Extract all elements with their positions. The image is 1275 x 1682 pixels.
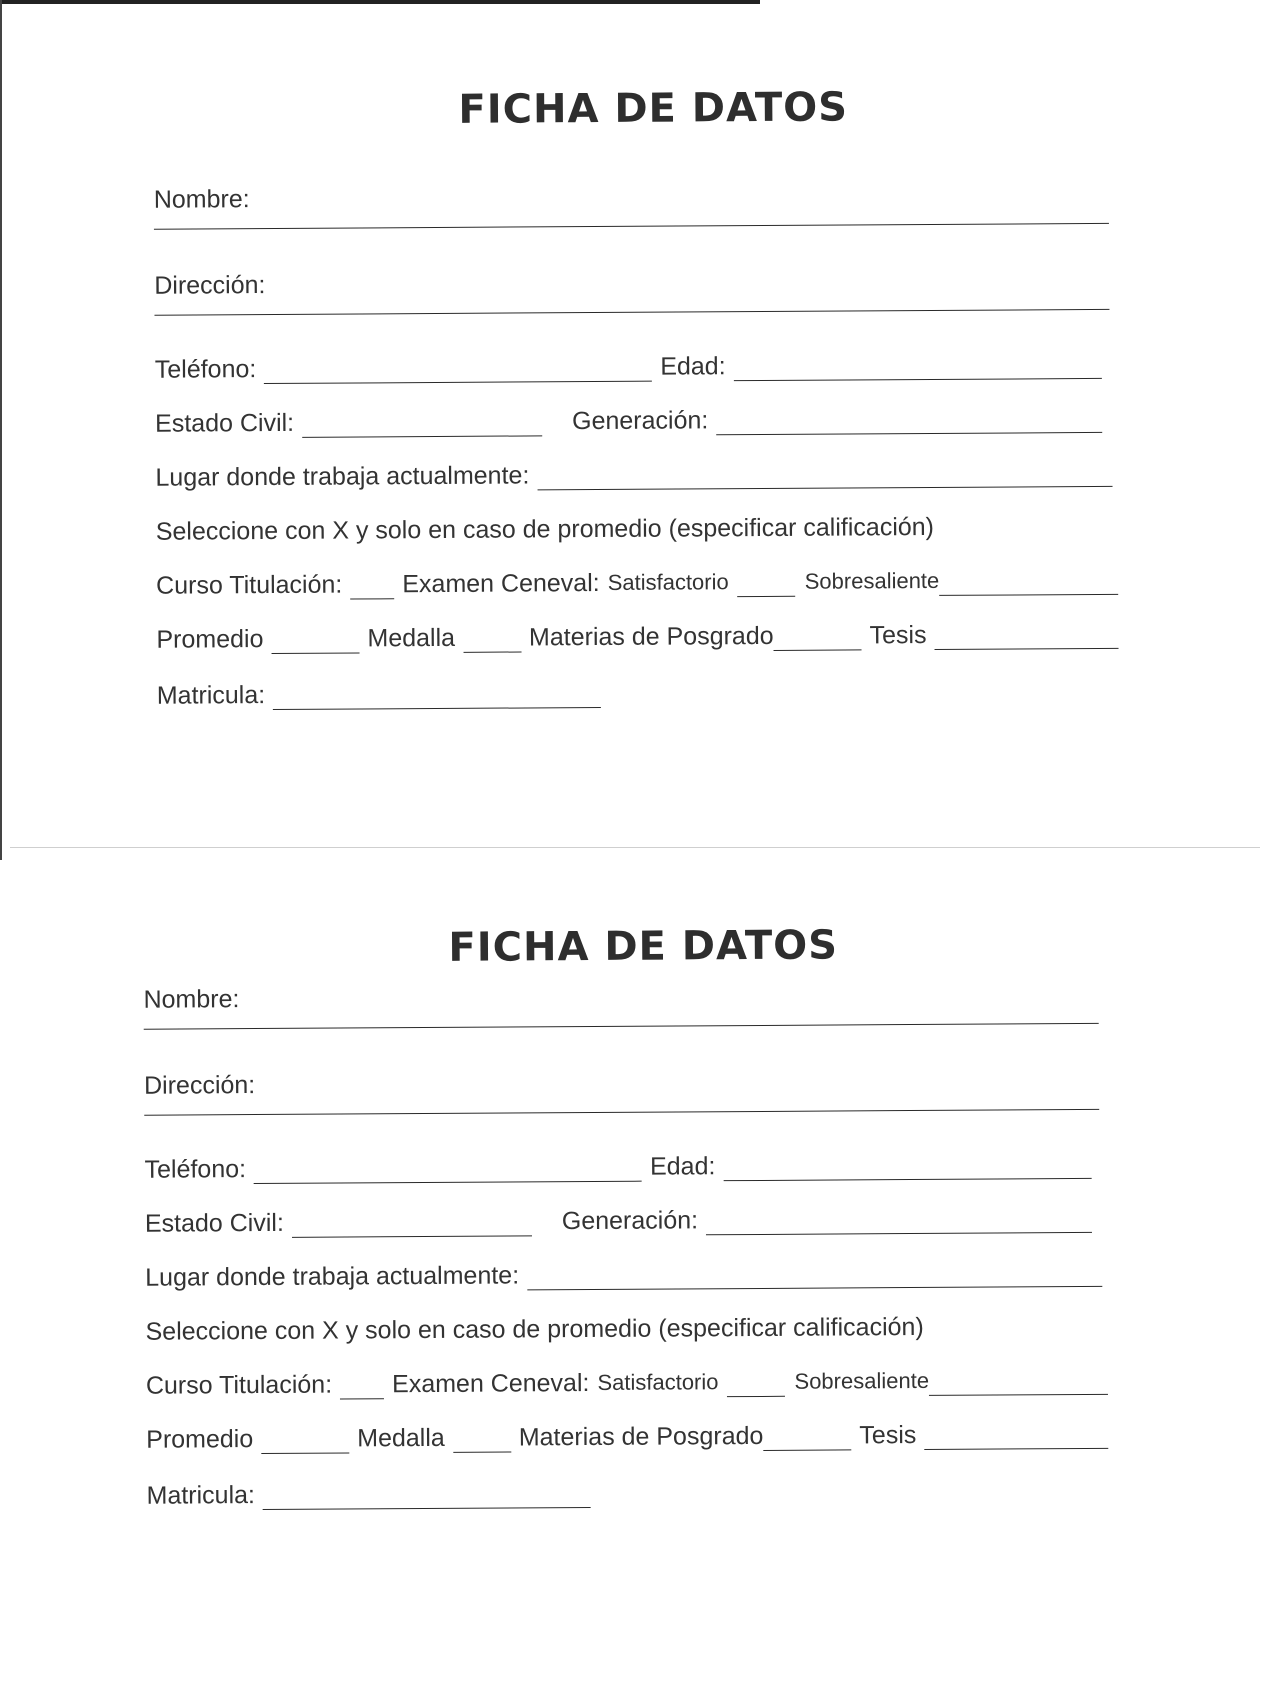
- telefono-label: Teléfono:: [154, 355, 257, 384]
- promedio-label: Promedio: [156, 625, 264, 654]
- tesis-label: Tesis: [869, 621, 927, 650]
- edad-blank[interactable]: [734, 352, 1102, 381]
- examen-label: Examen Ceneval:: [402, 569, 600, 599]
- medalla-blank[interactable]: [463, 625, 521, 652]
- promedio-blank[interactable]: [271, 626, 359, 654]
- curso-label: Curso Titulación:: [145, 1370, 333, 1400]
- sobresaliente-label: Sobresaliente: [804, 567, 940, 594]
- matricula-label: Matricula:: [156, 681, 266, 710]
- estado-generacion-row: [155, 399, 1110, 439]
- medalla-label: Medalla: [367, 623, 456, 653]
- data-form-2: [0, 834, 1268, 1682]
- estado-civil-blank[interactable]: [292, 1209, 532, 1237]
- tesis-blank[interactable]: [924, 1422, 1108, 1450]
- edad-label: Edad:: [660, 352, 726, 381]
- curso-blank[interactable]: [350, 572, 394, 599]
- seleccione-row: [156, 506, 1176, 546]
- satisfactorio-label: Satisfactorio: [597, 1369, 719, 1395]
- generacion-blank[interactable]: [706, 1206, 1092, 1235]
- estado-civil-label: Estado Civil:: [155, 408, 295, 438]
- medalla-label: Medalla: [357, 1423, 445, 1453]
- matricula-row: [146, 1471, 1101, 1511]
- satisfactorio-label: Satisfactorio: [607, 569, 729, 595]
- generacion-blank[interactable]: [716, 406, 1102, 435]
- curso-examen-row: [146, 1361, 1116, 1401]
- promedio-row: [146, 1415, 1116, 1455]
- promedio-blank[interactable]: [261, 1426, 349, 1454]
- edad-label: Edad:: [649, 1152, 716, 1181]
- examen-label: Examen Ceneval:: [392, 1369, 590, 1399]
- nombre-row: [154, 175, 1109, 215]
- matricula-label: Matricula:: [146, 1481, 256, 1510]
- matricula-row: [157, 671, 1112, 711]
- nombre-label: Nombre:: [153, 185, 250, 214]
- telefono-label: Teléfono:: [144, 1155, 247, 1184]
- materias-label: Materias de Posgrado: [528, 621, 774, 652]
- matricula-blank[interactable]: [263, 1481, 591, 1510]
- medalla-blank[interactable]: [453, 1425, 511, 1452]
- nombre-line[interactable]: [154, 223, 1109, 230]
- estado-civil-label: Estado Civil:: [144, 1208, 284, 1238]
- satisfactorio-blank[interactable]: [737, 570, 795, 597]
- materias-blank[interactable]: [774, 623, 862, 651]
- lugar-blank[interactable]: [527, 1260, 1102, 1291]
- direccion-line[interactable]: [154, 309, 1109, 316]
- tesis-label: Tesis: [859, 1421, 917, 1450]
- nombre-line[interactable]: [144, 1023, 1099, 1030]
- sobresaliente-blank[interactable]: [939, 568, 1118, 596]
- matricula-blank[interactable]: [273, 681, 601, 710]
- generacion-label: Generación:: [571, 406, 709, 436]
- lugar-label: Lugar donde trabaja actualmente:: [155, 461, 530, 492]
- curso-label: Curso Titulación:: [156, 570, 343, 600]
- direccion-line[interactable]: [144, 1109, 1099, 1116]
- lugar-row: [145, 1253, 1110, 1293]
- nombre-label: Nombre:: [143, 985, 240, 1014]
- lugar-blank[interactable]: [537, 460, 1112, 491]
- generacion-label: Generación:: [561, 1206, 699, 1236]
- curso-examen-row: [156, 561, 1126, 601]
- telefono-blank[interactable]: [254, 1155, 642, 1184]
- sobresaliente-blank[interactable]: [929, 1368, 1108, 1396]
- telefono-blank[interactable]: [264, 355, 652, 384]
- seleccione-row: [145, 1306, 1165, 1346]
- nombre-row: [143, 975, 1098, 1015]
- materias-blank[interactable]: [763, 1423, 851, 1451]
- sobresaliente-label: Sobresaliente: [794, 1367, 930, 1394]
- lugar-row: [155, 453, 1120, 493]
- form-title: FICHA DE DATOS: [458, 84, 849, 133]
- tesis-blank[interactable]: [934, 622, 1118, 650]
- form-title: FICHA DE DATOS: [448, 922, 839, 971]
- estado-civil-blank[interactable]: [302, 409, 542, 437]
- direccion-label: Dirección:: [143, 1071, 256, 1100]
- promedio-label: Promedio: [146, 1425, 254, 1454]
- materias-label: Materias de Posgrado: [518, 1421, 764, 1452]
- seleccione-text: Seleccione con X y solo en caso de promedio (especificar calificación): [145, 1312, 924, 1346]
- telefono-edad-row: [144, 1145, 1099, 1185]
- telefono-edad-row: [155, 345, 1110, 385]
- promedio-row: [156, 615, 1126, 655]
- edad-blank[interactable]: [723, 1152, 1091, 1181]
- satisfactorio-blank[interactable]: [726, 1370, 784, 1397]
- direccion-row: [154, 261, 1109, 301]
- estado-generacion-row: [145, 1199, 1100, 1239]
- lugar-label: Lugar donde trabaja actualmente:: [145, 1261, 520, 1292]
- direccion-row: [144, 1061, 1099, 1101]
- curso-blank[interactable]: [340, 1372, 384, 1399]
- direccion-label: Dirección:: [154, 271, 266, 300]
- seleccione-text: Seleccione con X y solo en caso de promedio (especificar calificación): [155, 512, 935, 546]
